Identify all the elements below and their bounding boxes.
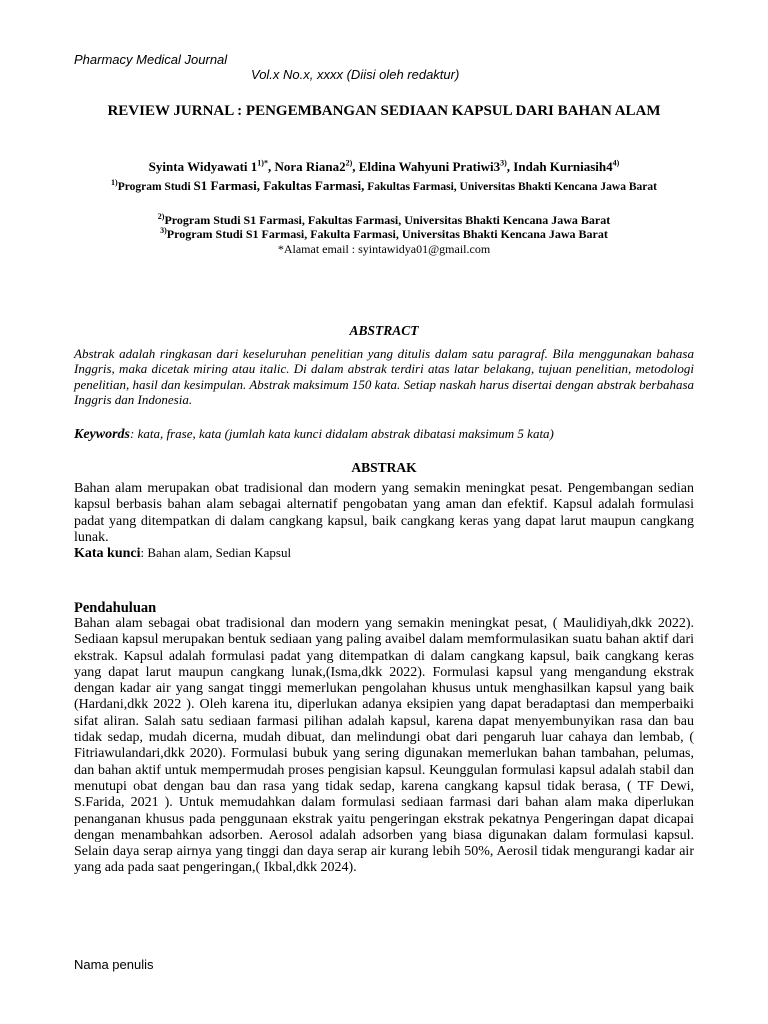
author-name: , Eldina Wahyuni Pratiwi3 [352,159,501,174]
abstract-heading: ABSTRACT [349,323,419,338]
section-heading-pendahuluan: Pendahuluan [74,600,157,616]
abstrak-heading: ABSTRAK [351,460,417,475]
affiliation-text: Program Studi [117,181,194,193]
journal-name: Pharmacy Medical Journal [74,52,228,67]
author-list [74,159,694,175]
affiliation-text: Fakultas Farmasi, Universitas Bhakti Kencana Jawa Barat [364,181,657,193]
affiliation-1 [60,178,708,194]
keywords-line [74,426,694,443]
affiliation-mark: 1) [111,178,118,188]
author-affiliation-mark: 3) [500,158,507,168]
kata-kunci-line [74,545,694,562]
author-affiliation-mark: 2) [345,158,353,168]
author-affiliation-mark: 1)* [257,158,268,168]
affiliation-mark: 3) [160,226,167,235]
volume-info: Vol.x No.x, xxxx (Diisi oleh redaktur) [251,67,460,82]
affiliation-3 [74,227,694,241]
paper-title: REVIEW JURNAL : PENGEMBANGAN SEDIAAN KAPSUL DARI BAHAN ALAM [107,103,661,119]
affiliation-mark: 2) [157,212,165,221]
affiliation-text: Program Studi S1 Farmasi, Fakulta Farmasi, Universitas Bhakti Kencana Jawa Barat [166,227,608,241]
author-name: Syinta Widyawati 1 [148,159,258,174]
affiliation-2 [74,213,694,227]
footer-author: Nama penulis [74,957,154,972]
keywords-text: : kata, frase, kata (jumlah kata kunci didalam abstrak dibatasi maksimum 5 kata) [130,426,554,441]
author-email: *Alamat email : syintawidya01@gmail.com [277,242,491,256]
author-name: , Indah Kurniasih4 [506,159,613,174]
keywords-label: Keywords [74,427,130,442]
kata-kunci-text: : Bahan alam, Sedian Kapsul [140,545,292,560]
kata-kunci-label: Kata kunci [74,546,141,561]
affiliation-text: Program Studi S1 Farmasi, Fakultas Farmasi, Universitas Bhakti Kencana Jawa Barat [164,213,611,227]
abstrak-text: Bahan alam merupakan obat tradisional dan modern yang semakin meningkat pesat. Pengembangan sedian kapsul berbasis bahan alam sebagai alternatif pengobatan yang aman dan efektif. Kapsul adalah formulasi padat yang ditempatkan di dalam cangkang kapsul, baik cangkang keras yang dapat larut maupun cangkang lunak. [74,481,694,545]
author-name: , Nora Riana2 [267,159,346,174]
author-affiliation-mark: 4) [612,158,620,168]
abstract-text: Abstrak adalah ringkasan dari keseluruhan penelitian yang ditulis dalam satu paragraf. Bila menggunakan bahasa Inggris, maka dicetak miring atau italic. Di dalam abstrak terdiri atas latar belakang, tujuan penelitian, metodologi penelitian, hasil dan kesimpulan. Abstrak maksimum 150 kata. Setiap naskah harus disertai dengan abstrak berbahasa Inggris dan Indonesia. [74,346,694,407]
affiliation-text: S1 Farmasi, Fakultas Farmasi, [193,178,365,193]
affiliation-block [74,213,694,241]
pendahuluan-text: Bahan alam sebagai obat tradisional dan modern yang semakin meningkat pesat, ( Maulidiyah,dkk 2022). Sediaan kapsul merupakan bentuk sediaan yang paling avaibel dalam memformulasikan suatu bahan aktif dari ekstrak. Kapsul adalah formulasi padat yang ditempatkan di dalam cangkang kapsul, baik cangkang keras yang dapat larut maupun cangkang lunak,(Isma,dkk 2022). Formulasi kapsul yang mengandung ekstrak dengan kadar air yang sangat tinggi memerlukan pengolahan khusus untuk menghasilkan kapsul yang baik (Hardani,dkk 2022 ). Oleh karena itu, diperlukan adanya eksipien yang dapat beradaptasi dan memperbaiki sifat aliran. Salah satu sediaan farmasi pilihan adalah kapsul, karena dapat menyembunyikan rasa dan bau tidak sedap, mudah dicerna, mudah dibuat, dan melindungi obat dari pengaruh luar cahaya dan lembab, ( Fitriawulandari,dkk 2020). Formulasi bubuk yang sering digunakan memerlukan bahan tambahan, pelumas, dan bahan aktif untuk mempermudah proses pengisian kapsul. Keunggulan formulasi kapsul adalah stabil dan menutupi obat dengan bau dan rasa yang tidak sedap, karena cangkang kapsul tidak berasa, ( TF Dewi, S.Farida, 2021 ). Untuk memudahkan dalam formulasi sediaan farmasi dari bahan alam maka diperlukan penanganan khusus pada penggunaan ekstrak yaitu pengeringan ekstrak pekatnya Pengeringan dapat dicapai dengan menambahkan adsorben. Aerosol adalah adsorben yang biasa digunakan dalam formulasi kapsul. Selain daya serap airnya yang tinggi dan daya serap air kurang lebih 50%, Aerosil tidak mengurangi kadar air yang ada pada saat pengeringan,( Ikbal,dkk 2024). [74,616,694,876]
